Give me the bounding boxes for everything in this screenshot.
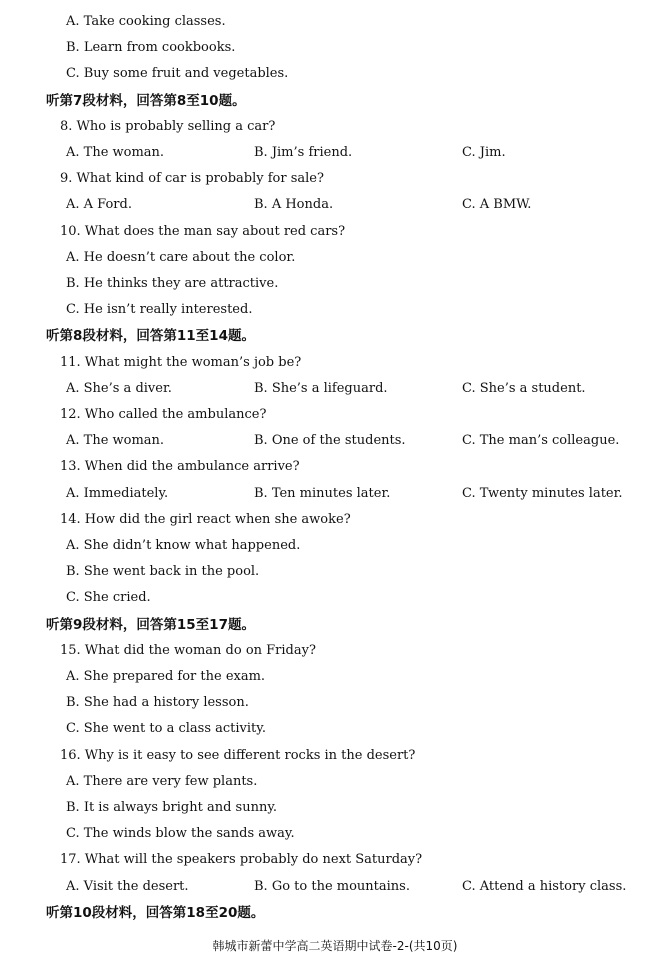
option-a: A. The woman. [66, 433, 165, 449]
question-line [0, 455, 670, 479]
question-line [0, 848, 670, 872]
option-b: B. She’s a lifeguard. [254, 380, 388, 396]
option-c: C. Twenty minutes later. [462, 485, 623, 501]
option-row [0, 141, 670, 165]
option-line [0, 717, 670, 741]
option-a: A. The woman. [66, 145, 165, 160]
option-line [0, 691, 670, 715]
option-text: A. She didn’t know what happened. [66, 538, 301, 553]
option-text: A. She prepared for the exam. [66, 669, 266, 684]
option-text: B. It is always bright and sunny. [66, 800, 278, 815]
option-c: C. The man’s colleague. [462, 433, 620, 449]
section-header-text: 听第7段材料，回答第8至10题。 [46, 92, 246, 109]
option-text: B. She went back in the pool. [66, 564, 260, 580]
option-text: B. He thinks they are attractive. [66, 276, 279, 291]
option-a: A. Immediately. [66, 485, 169, 501]
option-c: C. Attend a history class. [462, 878, 627, 894]
option-b: B. Go to the mountains. [254, 878, 410, 894]
option-a: A. She’s a diver. [66, 380, 172, 396]
option-row [0, 429, 670, 453]
question-text: 16. Why is it easy to see different rocks in the desert? [60, 747, 416, 763]
option-text: C. He isn’t really interested. [66, 302, 253, 318]
section-header [0, 901, 670, 925]
question-text: 12. Who called the ambulance? [60, 407, 267, 422]
option-line [0, 246, 670, 270]
question-text: 15. What did the woman do on Friday? [60, 642, 316, 658]
question-line [0, 351, 670, 375]
option-line [0, 665, 670, 689]
question-text: 11. What might the woman’s job be? [60, 354, 302, 370]
option-text: C. She cried. [66, 590, 151, 606]
section-header [0, 613, 670, 637]
section-header-text: 听第8段材料，回答第11至14题。 [46, 328, 255, 345]
option-a: A. A Ford. [66, 197, 132, 213]
option-text: A. Take cooking classes. [66, 14, 226, 29]
option-line [0, 534, 670, 558]
section-header-text: 听第10段材料，回答第18至20题。 [46, 904, 265, 921]
section-header [0, 89, 670, 113]
option-text: A. There are very few plants. [66, 773, 258, 789]
option-row [0, 875, 670, 899]
option-row [0, 193, 670, 217]
option-c: C. She’s a student. [462, 380, 586, 396]
question-line [0, 744, 670, 768]
option-text: C. The winds blow the sands away. [66, 826, 295, 842]
option-line [0, 560, 670, 584]
option-text: C. Buy some fruit and vegetables. [66, 66, 289, 82]
question-text: 14. How did the girl react when she awoke? [60, 511, 351, 527]
question-line [0, 167, 670, 191]
option-line [0, 586, 670, 610]
question-line [0, 115, 670, 139]
option-line [0, 10, 670, 34]
option-text: C. She went to a class activity. [66, 721, 267, 737]
question-line [0, 639, 670, 663]
option-b: B. One of the students. [254, 433, 406, 449]
option-a: A. Visit the desert. [66, 878, 189, 894]
question-text: 9. What kind of car is probably for sale? [60, 171, 324, 187]
option-text: B. Learn from cookbooks. [66, 40, 236, 56]
option-c: C. A BMW. [462, 197, 532, 213]
question-line [0, 508, 670, 532]
option-b: B. A Honda. [254, 197, 334, 213]
option-line [0, 272, 670, 296]
option-line [0, 298, 670, 322]
option-b: B. Ten minutes later. [254, 485, 391, 501]
option-row [0, 377, 670, 401]
question-text: 8. Who is probably selling a car? [60, 118, 276, 134]
question-text: 10. What does the man say about red cars? [60, 223, 346, 239]
section-header [0, 324, 670, 348]
option-line [0, 770, 670, 794]
option-text: B. She had a history lesson. [66, 695, 249, 711]
option-line [0, 62, 670, 86]
option-line [0, 36, 670, 60]
option-line [0, 822, 670, 846]
page-footer: 韩城市新蕾中学高二英语期中试卷-2-(共10页) [212, 939, 458, 953]
section-header-text: 听第9段材料，回答第15至17题。 [46, 616, 255, 633]
option-line [0, 796, 670, 820]
option-row [0, 482, 670, 506]
question-line [0, 220, 670, 244]
option-b: B. Jim’s friend. [254, 145, 353, 160]
question-text: 13. When did the ambulance arrive? [60, 459, 300, 475]
question-line [0, 403, 670, 427]
option-c: C. Jim. [462, 145, 506, 160]
option-text: A. He doesn’t care about the color. [66, 249, 296, 265]
question-text: 17. What will the speakers probably do next Saturday? [60, 852, 423, 868]
